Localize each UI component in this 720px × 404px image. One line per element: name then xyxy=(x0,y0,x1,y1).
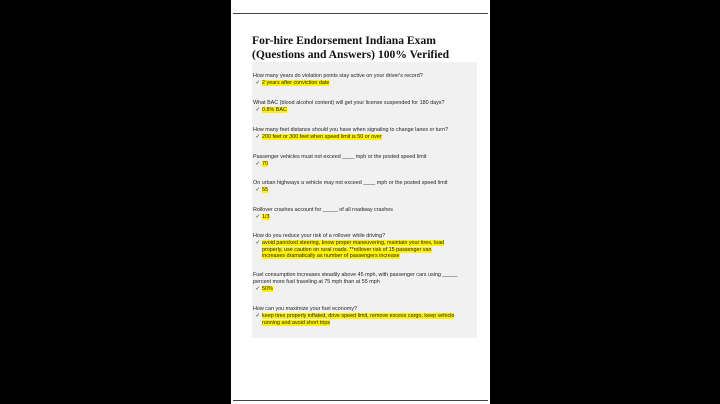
answer-text xyxy=(262,161,268,168)
answer-highlight: 0.8% BAC xyxy=(262,107,287,114)
qa-item xyxy=(252,306,477,326)
answer-highlight: keep tires properly inflated, drive speed limit, remove excess cargo, keep vehicle running and avoid short trips xyxy=(262,313,455,326)
qa-item xyxy=(252,127,477,141)
footer-rule xyxy=(233,400,488,401)
header-rule xyxy=(233,13,488,14)
checkmark-icon: ✓ xyxy=(255,313,260,320)
answer-row xyxy=(252,134,477,141)
qa-item xyxy=(252,272,477,292)
answer-text xyxy=(262,240,444,260)
checkmark-icon: ✓ xyxy=(255,214,260,221)
qa-item xyxy=(252,233,477,260)
question-text: Rollover crashes account for _____ of all roadway crashes xyxy=(253,207,393,213)
question-text: How can you maximize your fuel economy? xyxy=(253,306,357,312)
document-title: For-hire Endorsement Indiana Exam (Questions and Answers) 100% Verified xyxy=(252,34,450,61)
question-text: How many years do violation points stay active on your driver's record? xyxy=(253,73,423,79)
checkmark-icon: ✓ xyxy=(255,161,260,168)
checkmark-icon: ✓ xyxy=(255,80,260,87)
question-text: What BAC (blood alcohol content) will get your license suspended for 180 days? xyxy=(253,100,445,106)
question-text: How do you reduce your risk of a rollover while driving? xyxy=(253,233,386,239)
answer-highlight: 200 feet or 300 feet when speed limit is 50 or over xyxy=(262,134,382,141)
answer-row xyxy=(252,214,477,221)
answer-row xyxy=(252,107,477,114)
answer-text xyxy=(262,80,329,87)
answer-text xyxy=(262,313,454,326)
qa-item xyxy=(252,207,477,221)
answer-highlight: 55 xyxy=(262,187,268,194)
checkmark-icon: ✓ xyxy=(255,134,260,141)
answer-row xyxy=(252,161,477,168)
answer-highlight: 2 years after conviction date xyxy=(262,80,330,87)
answer-text xyxy=(262,107,287,114)
checkmark-icon: ✓ xyxy=(255,285,260,292)
answer-text xyxy=(262,286,273,293)
answer-row xyxy=(252,313,477,326)
qa-item xyxy=(252,100,477,114)
answer-highlight: 50% xyxy=(262,285,273,292)
question-text: Passenger vehicles must not exceed ____ mph or the posted speed limit xyxy=(253,154,427,160)
answer-highlight: 70 xyxy=(262,161,268,168)
answer-row xyxy=(252,80,477,87)
answer-row xyxy=(252,240,477,260)
answer-highlight: 1/3 xyxy=(262,214,270,221)
question-text: How many feet distance should you have when signaling to change lanes or turn? xyxy=(253,127,449,133)
question-text: Fuel consumption increases steadily above 45 mph, with passenger cars using _____ percent more fuel traveling at 75 mph than at 55 mph xyxy=(253,272,458,285)
question-text: On urban highways a vehicle may not exceed ____ mph or the posted speed limit xyxy=(253,180,448,186)
document-page xyxy=(231,0,490,404)
qa-item xyxy=(252,154,477,168)
answer-text xyxy=(262,187,268,194)
qa-item xyxy=(252,180,477,194)
answer-row xyxy=(252,187,477,194)
answer-text xyxy=(262,134,382,141)
answer-row xyxy=(252,286,477,293)
qa-item xyxy=(252,73,477,87)
answer-highlight: avoid panicked steering, know proper maneuvering, maintain your tires, load properly, use caution on rural roads. **rollover risk of 15 passenger van increases dramatically as number of passengers increase xyxy=(262,240,445,260)
answer-text xyxy=(262,214,270,221)
checkmark-icon: ✓ xyxy=(255,240,260,247)
checkmark-icon: ✓ xyxy=(255,187,260,194)
qa-block xyxy=(252,62,477,338)
checkmark-icon: ✓ xyxy=(255,107,260,114)
